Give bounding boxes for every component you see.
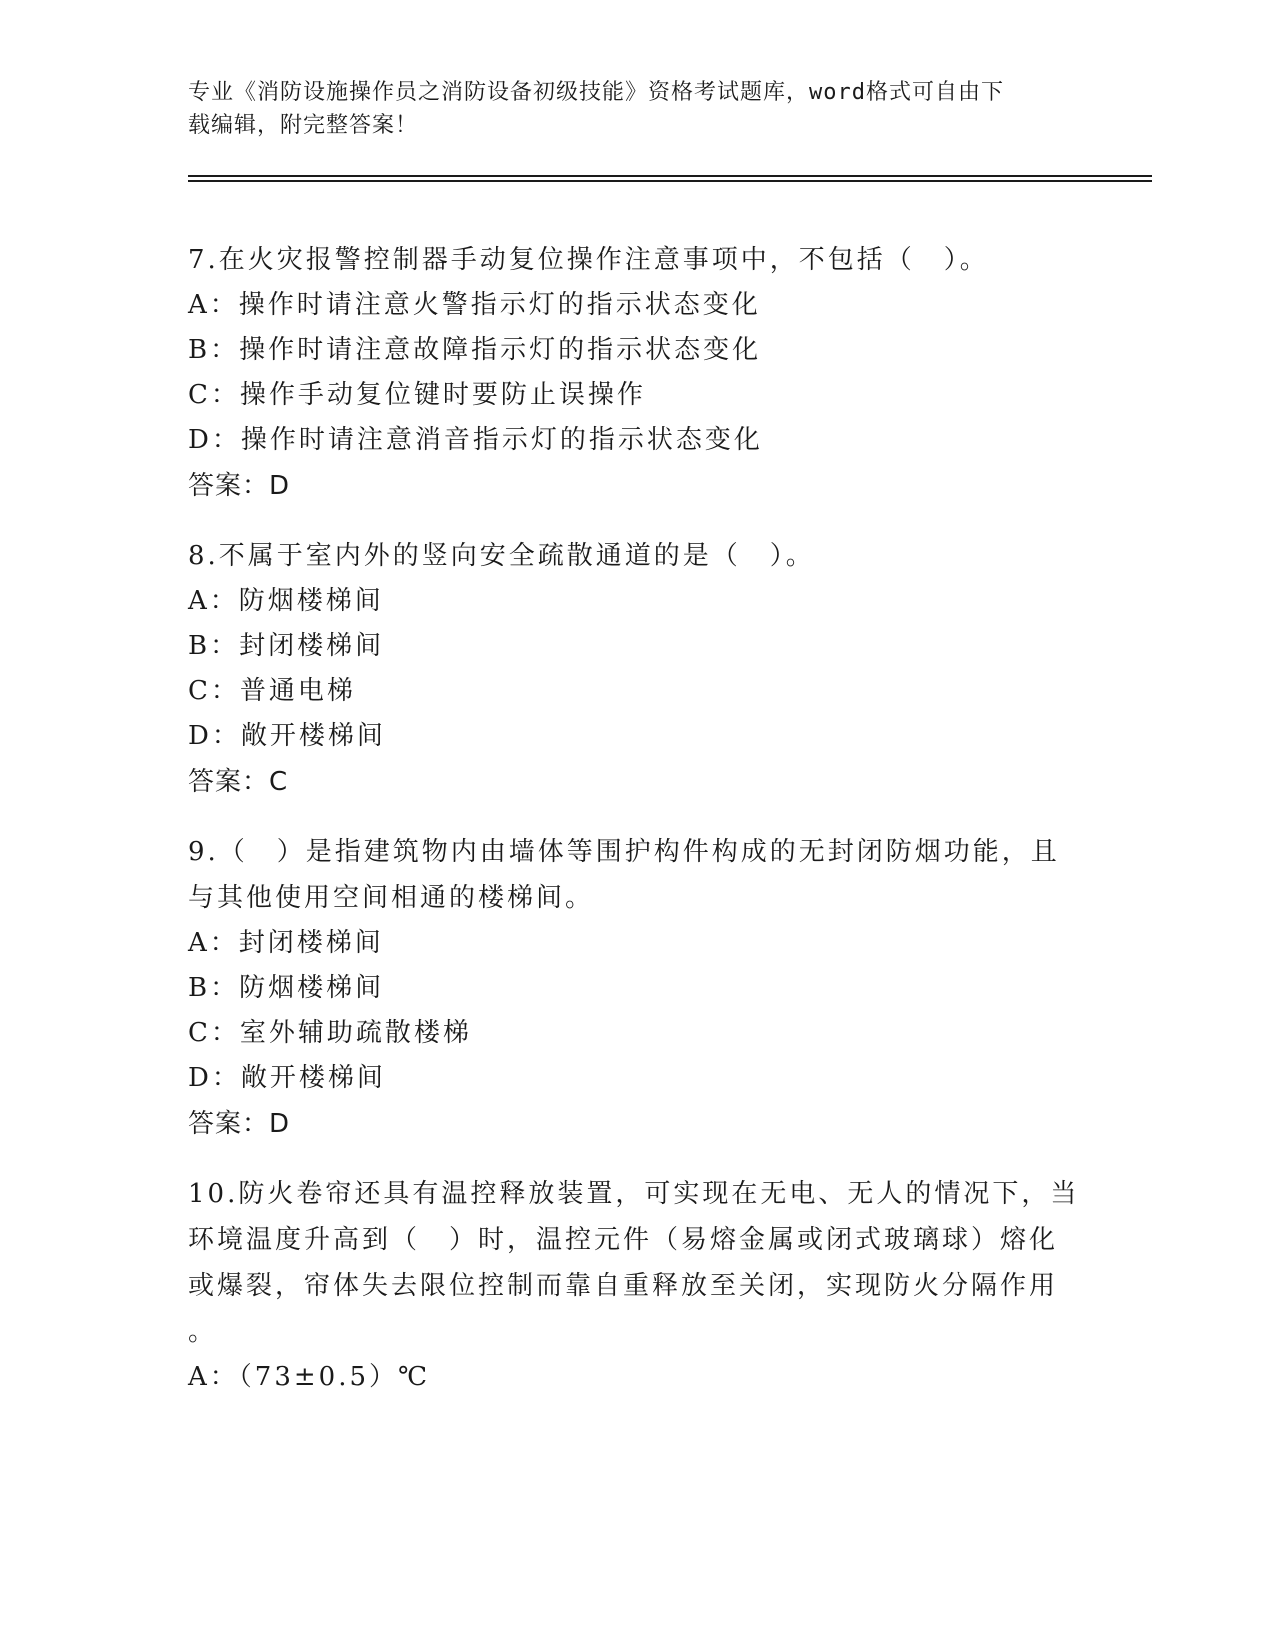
document-header <box>188 76 1068 142</box>
answer-line: 答案：C <box>188 767 289 797</box>
question-stem: 7.在火灾报警控制器手动复位操作注意事项中，不包括（ ）。 <box>188 245 989 275</box>
option-c: C：室外辅助疏散楼梯 <box>188 1018 472 1048</box>
header-line-2: 载编辑，附完整答案！ <box>188 113 419 138</box>
question-stem-line-1: 10.防火卷帘还具有温控释放装置，可实现在无电、无人的情况下，当 <box>188 1179 1080 1209</box>
header-divider-bottom <box>188 180 1152 182</box>
option-a: A：操作时请注意火警指示灯的指示状态变化 <box>188 290 761 320</box>
question-stem-line-2: 与其他使用空间相通的楼梯间。 <box>188 883 595 913</box>
option-a: A：（73±0.5）℃ <box>188 1362 431 1392</box>
option-b: B：防烟楼梯间 <box>188 973 385 1003</box>
option-d: D：敞开楼梯间 <box>188 721 386 751</box>
option-b: B：操作时请注意故障指示灯的指示状态变化 <box>188 335 762 365</box>
option-c: C：普通电梯 <box>188 676 356 706</box>
option-d: D：操作时请注意消音指示灯的指示状态变化 <box>188 425 763 455</box>
question-stem: 8.不属于室内外的竖向安全疏散通道的是（ ）。 <box>188 541 815 571</box>
question-stem-line-1: 9.（ ）是指建筑物内由墙体等围护构件构成的无封闭防烟功能，且 <box>188 837 1060 867</box>
header-divider-top <box>188 175 1152 177</box>
option-c: C：操作手动复位键时要防止误操作 <box>188 380 646 410</box>
answer-line: 答案：D <box>188 1109 291 1139</box>
option-a: A：封闭楼梯间 <box>188 928 384 958</box>
question-list <box>188 237 1088 1424</box>
question-stem-line-2: 环境温度升高到（ ）时，温控元件（易熔金属或闭式玻璃球）熔化 <box>188 1225 1059 1255</box>
question-9 <box>188 829 1088 1147</box>
option-b: B：封闭楼梯间 <box>188 631 385 661</box>
question-stem-line-4: 。 <box>188 1317 218 1347</box>
answer-line: 答案：D <box>188 471 291 501</box>
question-stem-line-3: 或爆裂，帘体失去限位控制而靠自重释放至关闭，实现防火分隔作用 <box>188 1271 1059 1301</box>
option-a: A：防烟楼梯间 <box>188 586 384 616</box>
question-8 <box>188 533 1088 805</box>
question-10 <box>188 1171 1088 1400</box>
header-line-1: 专业《消防设施操作员之消防设备初级技能》资格考试题库，word格式可自由下 <box>188 80 1004 105</box>
question-7 <box>188 237 1088 509</box>
option-d: D：敞开楼梯间 <box>188 1063 386 1093</box>
